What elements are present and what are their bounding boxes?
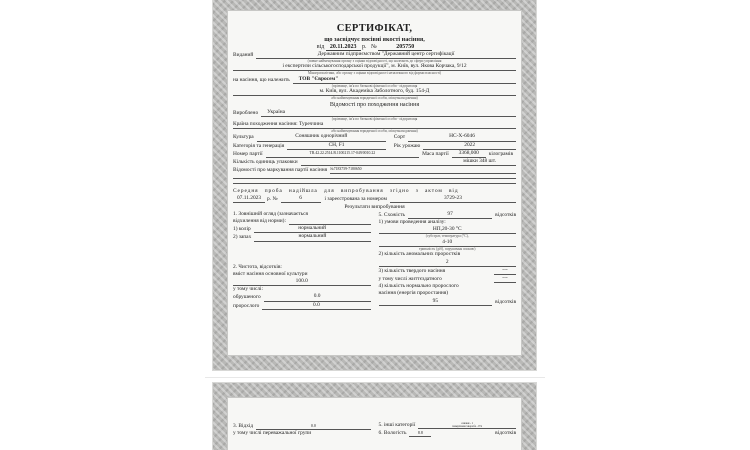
normal-value: 95 (379, 298, 493, 306)
category-value: CH, F1 (287, 142, 386, 150)
issuer-note-2: Мінагрополітики, або органу з оцінки відповідності незалежного від форми власності) (307, 71, 442, 76)
certificate-title: СЕРТИФІКАТ, (336, 23, 413, 34)
smell-value: нормальний (254, 233, 370, 241)
conditions-value: НП,20-30 °С (379, 226, 517, 234)
lot-mass-value: 3368,000 (452, 150, 486, 158)
sample-date: 07.11.2023 (233, 195, 265, 203)
variety-value: НС-Х-6046 (408, 133, 516, 141)
exam-label: 1. Зовнішній огляд (зазначається (233, 210, 308, 217)
results-right-column (379, 211, 517, 310)
produced-value: Україна (261, 109, 516, 117)
owner-note-2: або найменування юридичної особи, місцезнаходження) (331, 96, 418, 101)
hulled-value: 0.0 (264, 293, 371, 301)
owner-value: ТОВ "Євросем" (293, 76, 516, 84)
date-suffix: р. (362, 44, 367, 50)
packages-row (228, 158, 521, 166)
certificate-number: 205750 (378, 44, 432, 51)
culture-block (228, 133, 521, 149)
sprouted-value: 0.0 (262, 302, 370, 310)
normal-label-2: насіння (енергія проростання) (378, 290, 449, 297)
normal-label: 4) кількість нормально пророслого (378, 283, 459, 290)
results-heading: Результати випробування (344, 203, 405, 210)
lot-mass-unit: кілограмів (488, 150, 513, 157)
certificate-page-2-body (227, 397, 522, 450)
viable-value: --- (494, 275, 516, 283)
owner-label: на насіння, що належить (233, 76, 290, 83)
sample-act-number: 6 (281, 195, 321, 203)
sample-date-row (228, 195, 521, 203)
marking-value: №7183759-7180650 (330, 166, 516, 174)
including-group-label: у тому числі переважальної групи (233, 430, 312, 437)
country-name: Туреччина (298, 121, 324, 128)
conditions-note: (субстрат, температура (°С), (425, 234, 469, 239)
exam-label-2: відхилення від норми): (233, 218, 286, 225)
produced-label: Вироблено (233, 109, 259, 116)
issuer-value: Державним підприємством "Державний центр сертифікації (256, 51, 516, 59)
registered-number: 3729-23 (390, 195, 516, 203)
germination-unit: відсотків (495, 211, 516, 218)
registered-label: і зареєстрована за номером (324, 195, 387, 202)
abnormal-label: 2) кількість аномальних проростків (378, 251, 461, 258)
other-categories-value (418, 422, 516, 429)
duration-value: 4-10 (379, 239, 517, 247)
color-label: 1) колір (233, 226, 251, 233)
origin-heading: Відомості про походження насіння (329, 101, 420, 108)
marking-row (228, 166, 521, 174)
smell-label: 2) запах (233, 234, 252, 241)
country-value (233, 121, 516, 129)
germination-value: 97 (408, 211, 492, 219)
germination-label: 5. Схожість (378, 211, 405, 218)
hulled-label: обрушеного (233, 294, 261, 301)
issued-row (228, 51, 521, 59)
page-separator (205, 377, 545, 378)
country-row (228, 121, 521, 129)
harvest-year-value: 2022 (423, 142, 516, 150)
issuer-note: (повне найменування органу з оцінки відповідності, що належить до сфери управління (307, 59, 442, 63)
waste-value: 0.0 (256, 422, 370, 430)
owner-note: (прізвище, ім'я по батькові фізичної особи - підприємця (331, 83, 418, 88)
lot-number-value: TR.42.22.2514.B.1100215.17-049/0010.22 (266, 150, 420, 158)
culture-label: Культура (233, 134, 254, 141)
hard-seeds-value: --- (494, 267, 516, 275)
normal-unit: відсотків (495, 298, 516, 305)
number-prefix: № (371, 44, 377, 50)
produced-note: (прізвище, ім'я по батькові фізичної особи - підприємця (331, 116, 418, 121)
purity-label: 2. Чистота, відсотків: (233, 263, 282, 270)
country-label: Країна походження насіння: (233, 121, 298, 128)
other-categories-label: 5. інші категорії (378, 422, 416, 428)
lot-mass-label: Маса партії (422, 150, 449, 157)
packages-label: Кількість одиниць упаковки (233, 158, 298, 165)
category-label: Категорія та генерація (233, 142, 285, 149)
other-cat-line-2: поверхнева хвороба - 0% (452, 425, 483, 429)
certificate-page-2 (213, 383, 536, 450)
lot-row (228, 150, 521, 158)
results-left-column (233, 211, 371, 310)
main-seeds-label: вміст насіння основної культури (233, 270, 308, 277)
page2-block (228, 422, 521, 437)
viable-label: у тому числі життєздатного (378, 276, 442, 283)
variety-label: Сорт (393, 134, 406, 141)
marking-label: Відомості про маркування партії насіння (233, 166, 328, 173)
page2-left-column (233, 422, 371, 437)
moisture-unit: відсотків (495, 430, 516, 437)
produced-row (228, 109, 521, 117)
owner-address: м. Київ, вул. Академіка Заболотного, буд. 154-Д (233, 88, 516, 96)
lot-number-label: Номер партії (233, 150, 263, 157)
sample-date-suffix: р. № (267, 195, 278, 202)
moisture-value: 8.8 (409, 429, 431, 437)
other-cat-line-1: ознаки - 1 (461, 422, 474, 426)
moisture-label: 6. Вологість (378, 430, 407, 437)
conditions-label: 1) умови проведення аналізу: (378, 219, 446, 226)
including-label: у тому числі: (233, 286, 264, 293)
certificate-body (227, 10, 522, 356)
date-prefix: від (316, 44, 325, 50)
hard-seeds-label: 3) кількість твердого насіння (378, 267, 446, 274)
packages-value: мішки 348 шт. (301, 158, 516, 166)
certificate-page-1 (213, 0, 536, 370)
certificate-subtitle: що засвідчує посівні якості насіння, (324, 36, 425, 43)
abnormal-value: 2 (379, 259, 517, 267)
color-value: нормальний (254, 225, 371, 233)
waste-label: 3. Відхід (233, 423, 254, 429)
certificate-number-line (228, 44, 521, 51)
country-note: або найменування юридичної особи, місцезнаходження) (331, 129, 418, 134)
duration-note: тривалість (діб), порушення спокою) (418, 247, 476, 252)
issued-label: Виданий (233, 52, 254, 58)
harvest-year-label: Рік урожаю (393, 142, 421, 149)
main-seeds-value: 100.0 (233, 278, 371, 286)
owner-row (228, 76, 521, 84)
sprouted-label: пророслого (233, 302, 260, 309)
sample-text: Середня проба надійшла для випробування згідно з актом від (233, 187, 459, 194)
culture-value: Соняшник однорічний (257, 133, 386, 141)
sample-row (228, 188, 521, 195)
page2-right-column (379, 422, 517, 437)
certificate-date: 20.11.2023 (326, 44, 361, 51)
issuer-continuation: і експертизи сільськогосподарської продукції", м. Київ, вул. Якова Корчака, 9/12 (233, 63, 516, 71)
results-block (228, 211, 521, 310)
